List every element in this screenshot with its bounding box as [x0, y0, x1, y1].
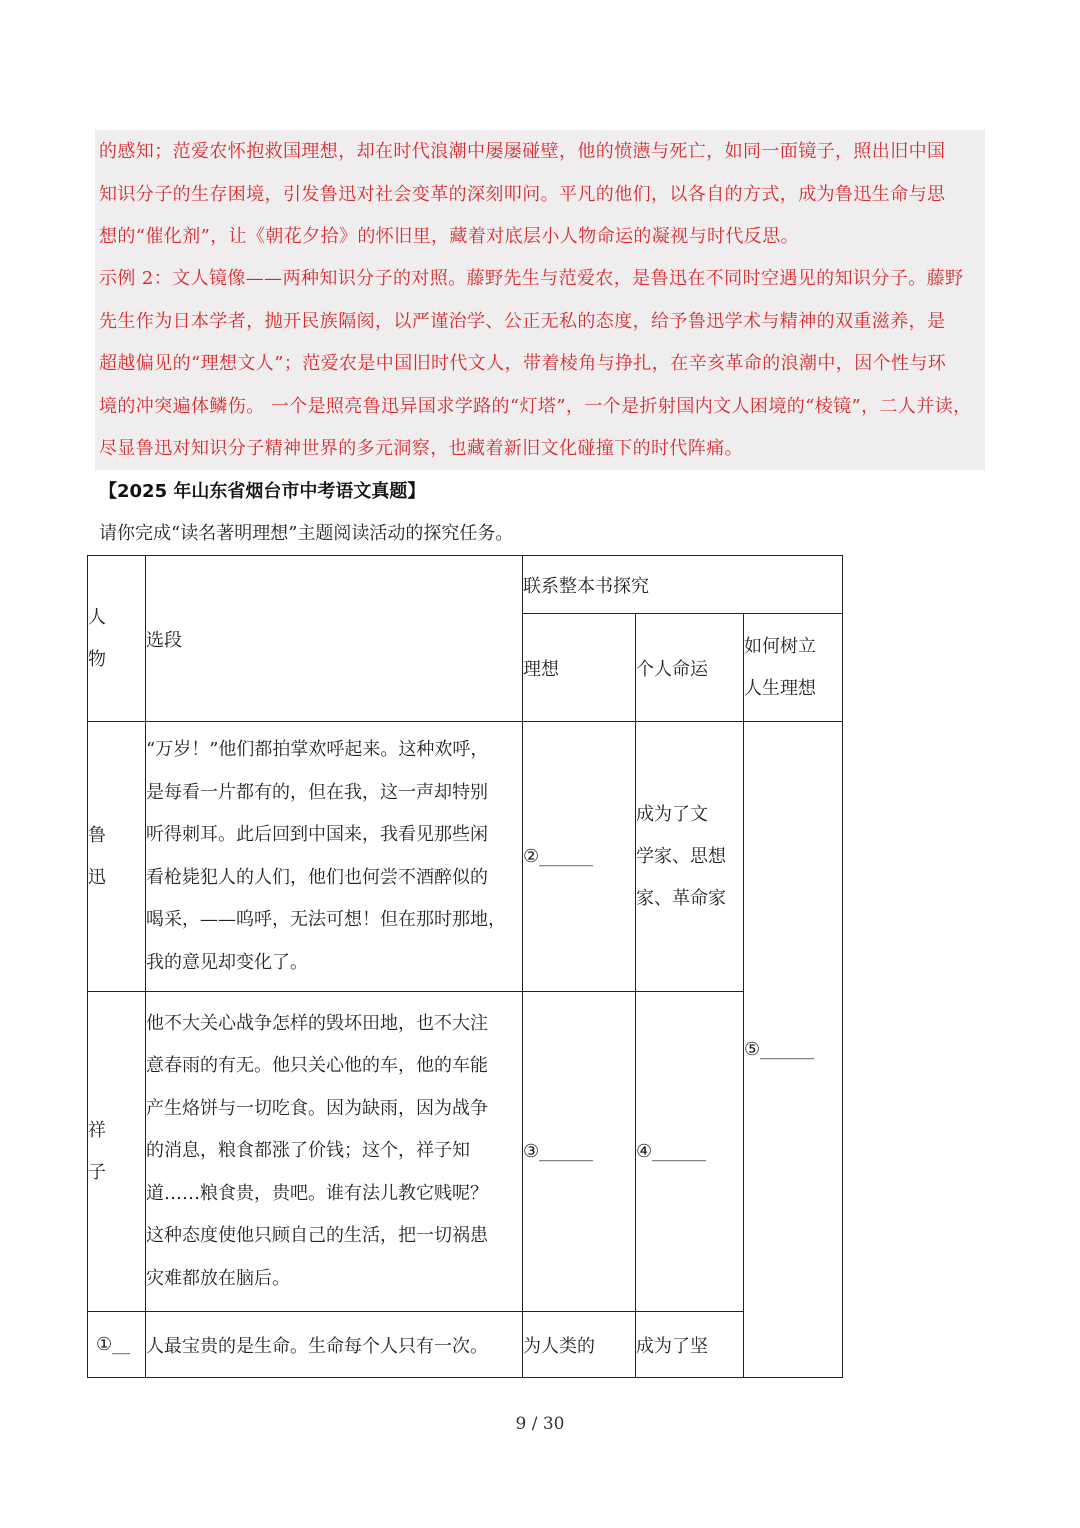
excerpt-line: 看枪毙犯人的人们，他们也何尝不酒醉似的 — [146, 866, 488, 888]
header-how-cell — [744, 614, 843, 722]
xiangzi-name-char-2: 子 — [88, 1161, 106, 1183]
luxun-fate-cell — [636, 722, 744, 992]
third-excerpt: 人最宝贵的是生命。生命每个人只有一次。 — [146, 1312, 523, 1378]
luxun-name-char-2: 迅 — [88, 866, 106, 888]
excerpt-line: 是每看一片都有的，但在我，这一声却特别 — [146, 781, 488, 803]
header-fate: 个人命运 — [636, 614, 744, 722]
exam-source-heading: 【2025 年山东省烟台市中考语文真题】 — [99, 481, 426, 502]
answer-line-3: 想的“催化剂”，让《朝花夕拾》的怀旧里，藏着对底层小人物命运的凝视与时代反思。 — [99, 226, 800, 247]
xiangzi-name-cell — [88, 992, 146, 1312]
luxun-name-char-1: 鲁 — [88, 824, 106, 846]
luxun-excerpt — [146, 722, 523, 992]
excerpt-line: 产生烙饼与一切吃食。因为缺雨，因为战争 — [146, 1097, 488, 1119]
how-blank[interactable]: ⑤______ — [744, 722, 843, 1378]
excerpt-line: 这种态度使他只顾自己的生活，把一切祸患 — [146, 1225, 488, 1247]
answer-line-2: 知识分子的生存困境，引发鲁迅对社会变革的深刻叩问。平凡的他们，以各自的方式，成为鲁迅生命与思 — [99, 184, 946, 205]
luxun-fate-line-2: 学家、思想 — [636, 845, 726, 867]
answer-line-1: 的感知；范爱农怀抱救国理想，却在时代浪潮中屡屡碰壁，他的愤懑与死亡，如同一面镜子，照出旧中国 — [99, 141, 946, 162]
excerpt-line: 灾难都放在脑后。 — [146, 1267, 290, 1289]
reading-task-table — [87, 555, 843, 1378]
xiangzi-name-char-1: 祥 — [88, 1119, 106, 1141]
third-ideal: 为人类的 — [523, 1312, 636, 1378]
page-number: 9 / 30 — [515, 1414, 565, 1434]
excerpt-line: 意春雨的有无。他只关心他的车，他的车能 — [146, 1055, 488, 1077]
xiangzi-ideal-blank[interactable]: ③______ — [523, 992, 636, 1312]
excerpt-line: “万岁！”他们都拍掌欢呼起来。这种欢呼， — [146, 739, 489, 760]
header-ideal: 理想 — [523, 614, 636, 722]
excerpt-line: 他不大关心战争怎样的毁坏田地，也不大注 — [146, 1012, 488, 1034]
header-person-char-2: 物 — [88, 648, 106, 670]
excerpt-line: 我的意见却变化了。 — [146, 951, 308, 973]
header-explore: 联系整本书探究 — [523, 556, 843, 614]
excerpt-line: 道……粮食贵，贵吧。谁有法儿教它贱呢？ — [146, 1182, 488, 1204]
excerpt-line: 的消息，粮食都涨了价钱；这个，祥子知 — [146, 1140, 470, 1162]
answer-highlight-box — [95, 130, 985, 470]
xiangzi-fate-blank[interactable]: ④______ — [636, 992, 744, 1312]
header-how-line-2: 人生理想 — [744, 677, 816, 699]
header-person-char-1: 人 — [88, 606, 106, 628]
answer-line-5: 先生作为日本学者，抛开民族隔阂，以严谨治学、公正无私的态度，给予鲁迅学术与精神的双重滋养，是 — [99, 311, 946, 332]
luxun-fate-line-1: 成为了文 — [636, 803, 708, 825]
answer-line-8: 尽显鲁迅对知识分子精神世界的多元洞察，也藏着新旧文化碰撞下的时代阵痛。 — [99, 438, 743, 459]
answer-line-6: 超越偏见的“理想文人”；范爱农是中国旧时代文人，带着棱角与挣扎，在辛亥革命的浪潮中，因个性与环 — [99, 353, 947, 374]
answer-line-4: 示例 2：文人镜像——两种知识分子的对照。藤野先生与范爱农，是鲁迅在不同时空遇见的知识分子。藤野 — [99, 268, 964, 289]
luxun-name-cell — [88, 722, 146, 992]
excerpt-line: 喝采，——呜呼，无法可想！但在那时那地， — [146, 909, 506, 930]
luxun-fate-line-3: 家、革命家 — [636, 887, 726, 909]
task-intro: 请你完成“读名著明理想”主题阅读活动的探究任务。 — [99, 523, 514, 544]
excerpt-line: 听得刺耳。此后回到中国来，我看见那些闲 — [146, 824, 488, 845]
header-how-line-1: 如何树立 — [744, 635, 816, 657]
luxun-ideal-blank[interactable]: ②______ — [523, 722, 636, 992]
header-excerpt: 选段 — [146, 556, 523, 722]
xiangzi-excerpt — [146, 992, 523, 1312]
header-person-cell — [88, 556, 146, 722]
third-person-blank[interactable]: ①__ — [88, 1312, 146, 1378]
answer-line-7: 境的冲突遍体鳞伤。 一个是照亮鲁迅异国求学路的“灯塔”，一个是折射国内文人困境的“棱镜”，二人并读， — [99, 396, 972, 417]
third-fate: 成为了坚 — [636, 1312, 744, 1378]
